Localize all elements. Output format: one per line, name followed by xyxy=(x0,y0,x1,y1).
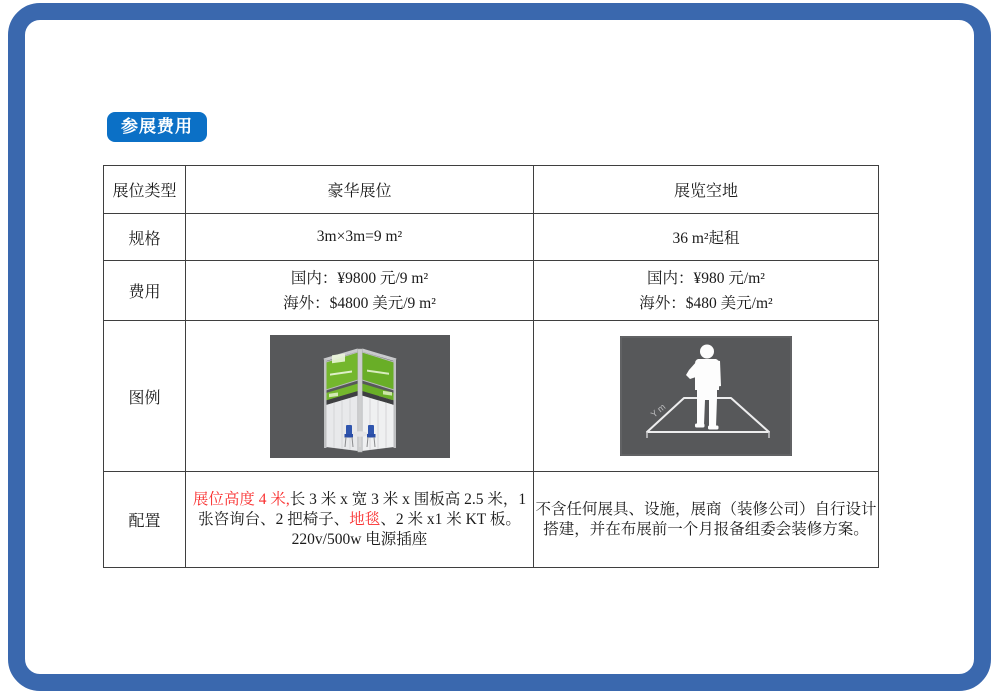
config-label-cell: 配置 xyxy=(104,472,186,568)
config-space-cell: 不含任何展具、设施，展商（装修公司）自行设计搭建，并在布展前一个月报备组委会装修方案。 xyxy=(534,472,879,568)
spec-label-cell: 规格 xyxy=(104,214,186,261)
open-space-header-cell: 展览空地 xyxy=(534,166,879,214)
fee-label-cell: 费用 xyxy=(104,261,186,321)
legend-space-cell xyxy=(534,321,879,472)
booth-type-label-cell: 展位类型 xyxy=(104,166,186,214)
row-legend xyxy=(104,321,879,472)
row-spec xyxy=(104,214,879,261)
row-config xyxy=(104,472,879,568)
row-fee xyxy=(104,261,879,321)
config-deluxe-height-highlight: 展位高度 4 米, xyxy=(192,490,290,508)
section-badge-label: 参展费用 xyxy=(121,117,193,136)
fee-deluxe-cell xyxy=(186,261,534,321)
fee-space-domestic: 国内：¥980 元/m² xyxy=(647,269,765,287)
config-deluxe-cell xyxy=(186,472,534,568)
floor-dimension-label: Y m xyxy=(648,401,668,420)
spec-space-cell: 36 m²起租 xyxy=(534,214,879,261)
fee-table xyxy=(103,165,879,568)
fee-space-cell xyxy=(534,261,879,321)
open-space-image xyxy=(620,336,792,456)
fee-deluxe-overseas: 海外：$4800 美元/9 m² xyxy=(283,294,436,312)
legend-deluxe-cell xyxy=(186,321,534,472)
fee-space-overseas: 海外：$480 美元/m² xyxy=(639,294,773,312)
config-deluxe-text-1: 长 3 米 x 宽 3 米 x 围板高 2.5 米，1 张咨询台、2 把椅子、 xyxy=(198,490,527,528)
legend-label-cell: 图例 xyxy=(104,321,186,472)
row-booth-type xyxy=(104,166,879,214)
config-deluxe-text-2: 、2 米 x1 米 KT 板。220v/500w 电源插座 xyxy=(291,510,521,548)
section-badge xyxy=(107,112,207,142)
config-deluxe-carpet-highlight: 地毯 xyxy=(349,510,381,528)
fee-deluxe-domestic: 国内：¥9800 元/9 m² xyxy=(290,269,429,287)
spec-deluxe-cell: 3m×3m=9 m² xyxy=(186,214,534,261)
deluxe-booth-image xyxy=(270,335,450,458)
deluxe-booth-header-cell: 豪华展位 xyxy=(186,166,534,214)
